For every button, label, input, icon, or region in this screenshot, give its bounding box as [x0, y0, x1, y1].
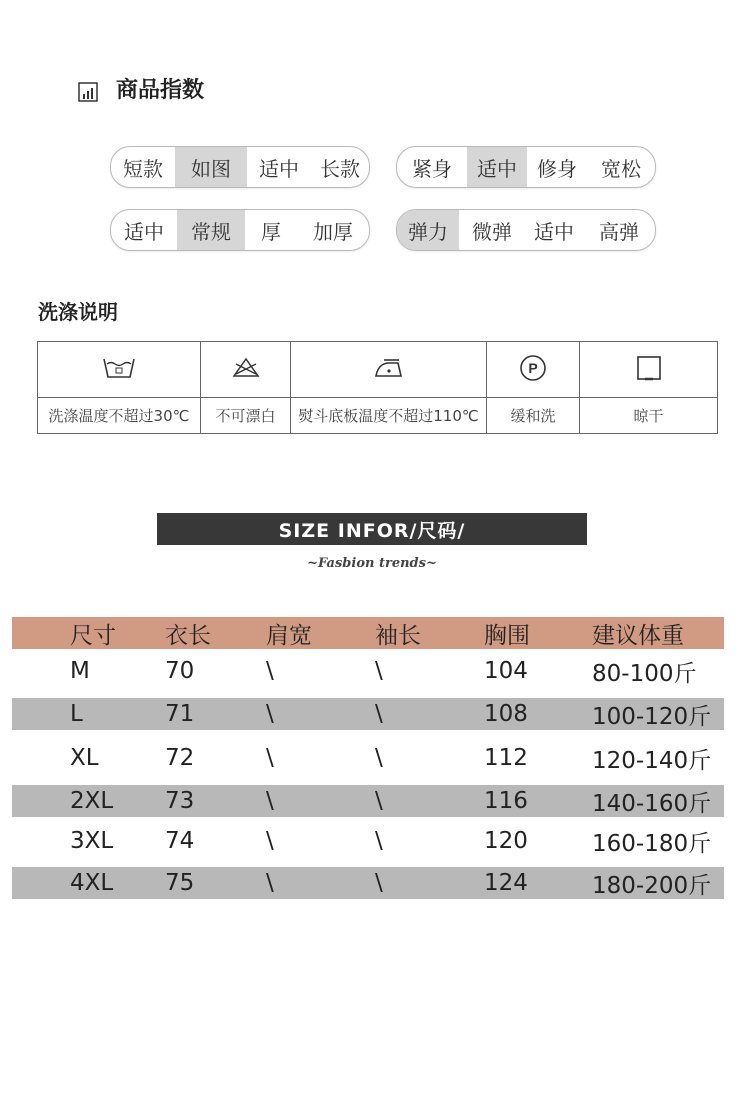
size-cell: 180-200斤 — [592, 872, 712, 899]
elasticity-option[interactable]: 适中 — [534, 219, 574, 244]
length-option[interactable]: 长款 — [320, 156, 360, 181]
size-cell: \ — [266, 745, 274, 771]
iron-icon-cell — [291, 342, 487, 398]
size-header-cell: 胸围 — [484, 622, 530, 649]
size-subtitle: ~Fasbion trends~ — [307, 556, 437, 571]
dry-clean-symbol: P — [528, 359, 538, 376]
size-row — [12, 785, 724, 817]
size-row — [12, 657, 724, 689]
length-selector — [110, 146, 370, 188]
dry-icon-cell — [580, 342, 718, 398]
size-header-row — [12, 617, 724, 649]
size-cell: \ — [266, 658, 274, 684]
size-cell: \ — [375, 658, 383, 684]
size-cell: 104 — [484, 658, 528, 684]
size-cell: \ — [375, 788, 383, 814]
size-cell: 120-140斤 — [592, 747, 712, 774]
size-cell: 140-160斤 — [592, 790, 712, 817]
fit-option-selected[interactable]: 适中 — [467, 147, 527, 187]
no-bleach-icon — [231, 356, 261, 380]
size-cell: \ — [375, 870, 383, 896]
size-cell: 100-120斤 — [592, 703, 712, 730]
size-cell: M — [70, 658, 90, 684]
fit-option[interactable]: 紧身 — [412, 156, 452, 181]
size-cell: 116 — [484, 788, 528, 814]
line-dry-icon — [635, 354, 663, 382]
size-cell: 4XL — [70, 870, 114, 896]
length-option[interactable]: 短款 — [123, 156, 163, 181]
wash-title: 洗涤说明 — [38, 300, 118, 324]
size-cell: 3XL — [70, 828, 114, 854]
wash-tub-icon — [102, 355, 136, 381]
size-row — [12, 825, 724, 857]
size-cell: 2XL — [70, 788, 114, 814]
size-cell: \ — [266, 788, 274, 814]
thickness-selector — [110, 209, 370, 251]
wash-icon-cell — [38, 342, 201, 398]
bar-chart-icon — [78, 82, 98, 102]
fit-option[interactable]: 宽松 — [601, 156, 641, 181]
size-cell: 74 — [165, 828, 195, 854]
dryclean-icon-cell — [487, 342, 580, 398]
wash-label: 晾干 — [580, 398, 718, 434]
wash-label: 熨斗底板温度不超过110℃ — [291, 398, 487, 434]
thickness-option-selected[interactable]: 常规 — [177, 210, 245, 250]
size-cell: \ — [266, 701, 274, 727]
size-header-cell: 肩宽 — [266, 622, 312, 649]
iron-icon — [372, 356, 406, 380]
size-cell: \ — [375, 701, 383, 727]
elasticity-option[interactable]: 高弹 — [599, 219, 639, 244]
length-option-selected[interactable]: 如图 — [175, 147, 247, 187]
size-header-cell: 建议体重 — [592, 622, 684, 649]
size-header-cell: 袖长 — [375, 622, 421, 649]
size-row — [12, 867, 724, 899]
elasticity-option[interactable]: 微弹 — [472, 219, 512, 244]
size-cell: 70 — [165, 658, 195, 684]
size-cell: \ — [375, 745, 383, 771]
length-option[interactable]: 适中 — [259, 156, 299, 181]
wash-label: 缓和洗 — [487, 398, 580, 434]
product-index-title: 商品指数 — [116, 78, 205, 103]
wash-table — [37, 341, 718, 434]
size-cell: \ — [375, 828, 383, 854]
size-cell: 120 — [484, 828, 528, 854]
size-row — [12, 698, 724, 730]
size-cell: 124 — [484, 870, 528, 896]
thickness-option[interactable]: 加厚 — [313, 219, 353, 244]
size-banner: SIZE INFOR/尺码/ — [157, 513, 587, 545]
fit-selector — [396, 146, 656, 188]
size-cell: 73 — [165, 788, 195, 814]
fit-option[interactable]: 修身 — [537, 156, 577, 181]
size-cell: 71 — [165, 701, 195, 727]
size-cell: 160-180斤 — [592, 830, 712, 857]
wash-label: 不可漂白 — [201, 398, 291, 434]
size-cell: 80-100斤 — [592, 660, 697, 687]
thickness-option[interactable]: 厚 — [261, 219, 281, 244]
size-cell: XL — [70, 745, 99, 771]
size-header-cell: 衣长 — [165, 622, 211, 649]
wash-label: 洗涤温度不超过30℃ — [38, 398, 201, 434]
elasticity-option-selected[interactable]: 弹力 — [397, 210, 459, 250]
size-cell: \ — [266, 828, 274, 854]
size-cell: 75 — [165, 870, 195, 896]
size-cell: 72 — [165, 745, 195, 771]
size-cell: \ — [266, 870, 274, 896]
bleach-icon-cell — [201, 342, 291, 398]
size-header-cell: 尺寸 — [70, 622, 116, 649]
thickness-option[interactable]: 适中 — [124, 219, 164, 244]
dry-clean-p-icon — [518, 353, 548, 383]
size-row — [12, 738, 724, 774]
size-cell: 112 — [484, 745, 528, 771]
size-cell: 108 — [484, 701, 528, 727]
size-cell: L — [70, 701, 83, 727]
elasticity-selector — [396, 209, 656, 251]
